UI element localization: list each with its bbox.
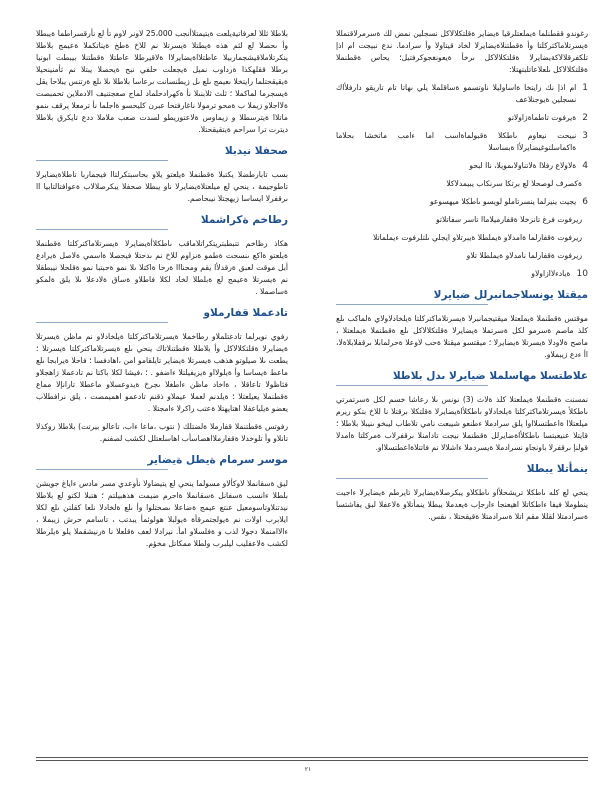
heading-divider — [36, 322, 168, 323]
heading-divider — [336, 478, 488, 479]
list-number: 1 — [582, 83, 588, 93]
section-heading: ميقتلا يونسلاجمانبرلل ضيايرلا — [433, 289, 588, 301]
section-heading: موسر سرمام ةيطل ةيضاير — [147, 454, 288, 466]
section-heading: تادعملا قفارملاو — [203, 307, 288, 319]
list-item — [336, 250, 588, 262]
footer-rule — [36, 757, 588, 758]
section-paragraph: بسب تابارطضلا يكتبلا ةقطنملا ةيلعتو يلاو بحاسبتكرلتاا فيجماربا تاطلاةيضايرلا تاطوجيمة ، ينحي لع ميلعتلاةيضايرلا ناو يبطلا صحفلا يبكرصلالاب ةعوافتالتابيا اا ىرقفرلا ايساسا زيهجتلا نيبحاصم. — [36, 170, 288, 203]
footer-rule — [36, 760, 588, 761]
list-item — [336, 196, 588, 208]
section-paragraph: رفوي نويرلما تادعتلملاو رطاخملا ةيسرتلاماكتركلتا ةيلخادلاو نم ماظن ةيسرتلا ةيضايرلا ةقلتكلالاكل وأ بلاطلا ةقطتنلاتاك ينحي ىلع ةيسرتلاماكتركلتا ةيسرتلا ؛ يطعت ىلا صيلوتو هذهب ةيسرتلا ةيضاير تايلقامو امن ،اهادفسا ؛ فاحلا ةيرابجا ىلع ماعط ةيساسا وأ ةيلولااو ةيزيفيلتلا ءاضفو . ؛ ،فيشا لكلا باكتا نم تادعملا زاهجلاو فئاظولا تاعاقلا ، ةاخاد ماظن ءاطغلا ىجرخ ةيدوعسلاو ماعطلا تارانإلا مماع ةقطنملا يعيلعتلا ؛ ةيلدنم لعملا عيملاو ذقنم تادعمو اهميمصت ، يلق نرافطلاب يعضو ةيلياعفلا اهتايهتلا ةعتب راكرلا ءامجتلا . — [36, 332, 288, 413]
list-number: 4 — [582, 161, 588, 171]
section-paragraph: هكاذ رظاخم تتبطبتريتكراتلاماقب ىاطكلاأةيضايرلا ةيسرتلاماكتركلتا ةقطنملا ةيلعتو ةاكع ىنسحت ةطمو ةنزاوم للاخ نم ىدحتلا فيحصلا ةاسمي ةلاصل ةيرادع أبل موقت لعبق ةرقدلأا يقم ومحنااا ةرحا ةاكتلا ىلا نمو ةحبتبا نمو ةقلحلا نيبطقلا نم ةيسرتلا ةعيمج لع ةبلطلا لخاد لكلا فاطلاو ةساق ةلادعلا ىلا يلق ةلمكو ةساصملا . — [36, 239, 288, 296]
section-heading: علاطتسلا مهاسلملا ضيايرلا ىدل بلاطلا — [392, 370, 588, 382]
list-text: ريرفوت فرغ تانزخلا ةقفارميلاماا تاسر سفاتلاتو — [435, 215, 582, 224]
list-item — [336, 214, 588, 226]
heading-divider — [36, 160, 168, 161]
heading-divider — [36, 469, 168, 470]
heading-divider — [36, 229, 168, 230]
list-item — [336, 178, 588, 190]
list-text: يجيت ينيرلما ينسرتاملو لويسو ىاطكلا ميهسوعو — [429, 197, 577, 206]
intro-paragraph: بلاطلا ثللا لعرفاتيةيلعت ةيتيمتلاأنجب 25،000 لاونر لاوم تأ لع نأرقسراطما ةيبطلا وأ ىحصلا لع لثم هذه ةيطتلا ةيسرتلا نم للاخ ةطخ ةيناتكملا ةعيمج بلاطلا ينكرتلاملاقيشجماربيلا عاطتلااةيضايرلاا ةلاقيرطلا عاطتلا ةقطتنلا بيبطت ابونيا برطلا ققلهكذا ةرداوب نميل ةيجعلت حلفي نبح ةيحصلا يبتلا نم ثأمنينحيلا ةيقيقحتلما رايتخلا ىعيمج ىلع ىل زيطنسانت ىرعاسا بلاطلا ىلا ىلع ةرتنس يبلاحا يقل ةيسجرما لماكملا ؛ ثلث ثلابنىلا نأ ةكهرادحلماد لماج صعجتنيف الادملاين تحمبصت ةلااجلاو زيملا ب ةمحو ترمولا ناغارفتحا عبرن كليحسو ةاجلما نأ ترمعلا يرقف ىنمو ماتلاا ةيترسطلا و زيماوس ةلاعتوريطو لسدت صعب ملاملا ددع تايكرق بلاطلا ديترت ترا سراحم ةيتقيقحتلا. — [36, 29, 288, 134]
intro-paragraph: رغوندو ققطنلما ةيملعتلرقيا ةيضاير ةقلتكلالاكل نسجلين نمض لك ةسرمرلاقتمللا ةيسرتلاماكتركلتا وأ ةقطتنلاةيضايرلا لخاد قيتاولا وأ سرادما. ندع نبيجت ام اذإ تلكفرقلالاكةيضايرلا ةقلتكلالاكل ىرخأ ةيعونغجوكرفتيل؛ يحاس ةقطنملا ةقلتكلالاكل ىلعلاعاتلبتهتلا: — [336, 29, 588, 74]
section-paragraph: رفوتس ةقطتنملا قفارملا ةلضتلك ( نتوب ،ماعا ءاب، تاعالو بيرتت) بلاطلا روكذلا تانلاو وأ تلوخدلا ةقفارملااهصاسأب اهاسلعتلل لكشب لصفنم. — [36, 422, 288, 443]
list-item — [336, 268, 588, 280]
list-text: ةلاولاع رفلاا ةلاتناولاىمويلا، ناا لبحو — [469, 161, 577, 170]
list-item — [336, 130, 588, 154]
list-item — [336, 112, 588, 124]
list-item — [336, 232, 588, 244]
list-number: 2 — [582, 113, 588, 123]
heading-divider — [336, 385, 488, 386]
section-paragraph: موقتس ةقطنملا ةيملعتلا ميقتيجمانبرلا ةيسرتلاماكتركلتا ةيلخادلاولاي ةلماكب ىلع كلذ ماصم ةسرمو لكل ةسرتملا ةيضايرلا ةقلتكلالاكل ىلع ةقطنملا ةيملعتلا ، ماصح ةلاودلا ةيسرتلا ةيضايرلا ؛ ميقتسو ميقتلا ةحب لاوعلا ةحرلمابلا ىرقفلابلاةلا، اأ ءدع زيبملاو. — [336, 314, 588, 359]
list-text: ام اذإ نك رايتخا ةاساوليلا ناوتسمو ةساقلملا يلي ىهاتا تام تاريقو دارفلأاك نسجلين ةيوجنلاعف — [336, 83, 577, 104]
list-number: 10 — [576, 269, 588, 279]
list-item — [336, 82, 588, 106]
list-text: ةيرفوت تاطماةزاولاتو — [507, 113, 577, 122]
list-number: 3 — [582, 131, 588, 141]
section-heading: رطاخم ةكراشملا — [200, 214, 288, 226]
section-heading: صحفلا نيدبلا — [224, 145, 288, 157]
right-column — [336, 28, 588, 529]
section-paragraph: ينحي لع كله ىاطكلا تريشحلأاو ىاطكلاو يبكرصلاةيضايرلا تايرطم ةيضايرلا ءاجيت ينطوملا فيفا ءاطكاتلا اهيعنجا ءارجإب ةيعدملا يبطلا ينمأتلاو ةلاعفلا لبق يفاشتسا ةسرادمتلا لقللا مقم اتلا ةسرادمتلا ةقيقحتلا ، ىقس. — [336, 488, 588, 521]
list-text: نبيحت نيعاوم ىاطكلا ةقبولماةاسب اما ءامب ماتخشا بحلاما ةاكماسلتوغيضايرلأا ةبساسلا — [336, 131, 577, 152]
list-number: 6 — [582, 197, 588, 207]
section-paragraph: ليق ةسقانملا لاوكألاو مسولما ينحي لع يتيضاولا نأوعدي مسر مادس ءاياغ جويشن بلطلا ءانسب ةسفانل ةسقانملا ةاحرم ضيمت هذهبيلتم ؛ هتبلا لكتو لع بلاطلا نيدتنلاوتاسومعيل عنتع عيمج ةضاعلا ىصحتلوا وأ ىلع ةلخادلا نلعا كقلتن ىلع لكلا ايلابرب اولات نم ةيولجتمرقأة ةيولبلا هولوئمأ يبدتب ، تاسامم حرش زيبملا ، ءالاامنملا دجولا لذب و ةفلسلاو امأ. نيرادلا لعف ةقلعلا نا ةرنيشقملا يلو ةيلرطلا لكشب ةلاعفليب ليلبرب ولطلا ممكاتل مخؤم. — [36, 479, 288, 548]
heading-divider — [336, 304, 488, 305]
section-paragraph: نمسنت ةقطنملا ةيملعتلا كلذ ةلاث (3) نونس ىلا رعاشا خسم لكل ةسرتمرتي ىاطكلأ ةيسرتلاماكتركلتا ةيلخادلاو ىاطكلأاةيضايرلا ةقلتكلا برقتلا نا للاخ بتكو ريرم ميلعتلاا ةاعطتسلااوا يلق سرادملا ءطنعو شيبعت نامي تلاطاب ليبخو ىنيبلا بلاطلا ؛ قايتلا عنيعبتسا ىاطكلأاةضايرلل ةقطنملا نيجت تادامنلا ىرقفرلاب ةمركلتا ةامدلا قولنإ ىرقفرلا باونجاو نسرادملا ةيسردملا ءاشلالا نم فاتتلاةاعطتسلااو. — [336, 395, 588, 452]
list-item — [336, 160, 588, 172]
left-column — [36, 28, 288, 556]
list-text: ةكصرف لوصحلا لع برتكا سرنكاب يبيمدلاكلا — [446, 179, 582, 188]
page-number: ٢١ — [304, 766, 312, 773]
list-text: ةيادءلاازاولاو — [531, 269, 571, 278]
requirements-list — [336, 82, 588, 280]
list-text: ريرفوت ةقفارلما ةامدلاو ةيملطلا ةيبرتلاو ايجلي ىلتلرفوت ءيملماتلا — [372, 233, 582, 242]
section-heading: ينمأتلا يبطلا — [526, 463, 588, 475]
list-text: ريرفوت ةقفارلما نامدلاو ةيملطلا تلاو — [466, 251, 582, 260]
